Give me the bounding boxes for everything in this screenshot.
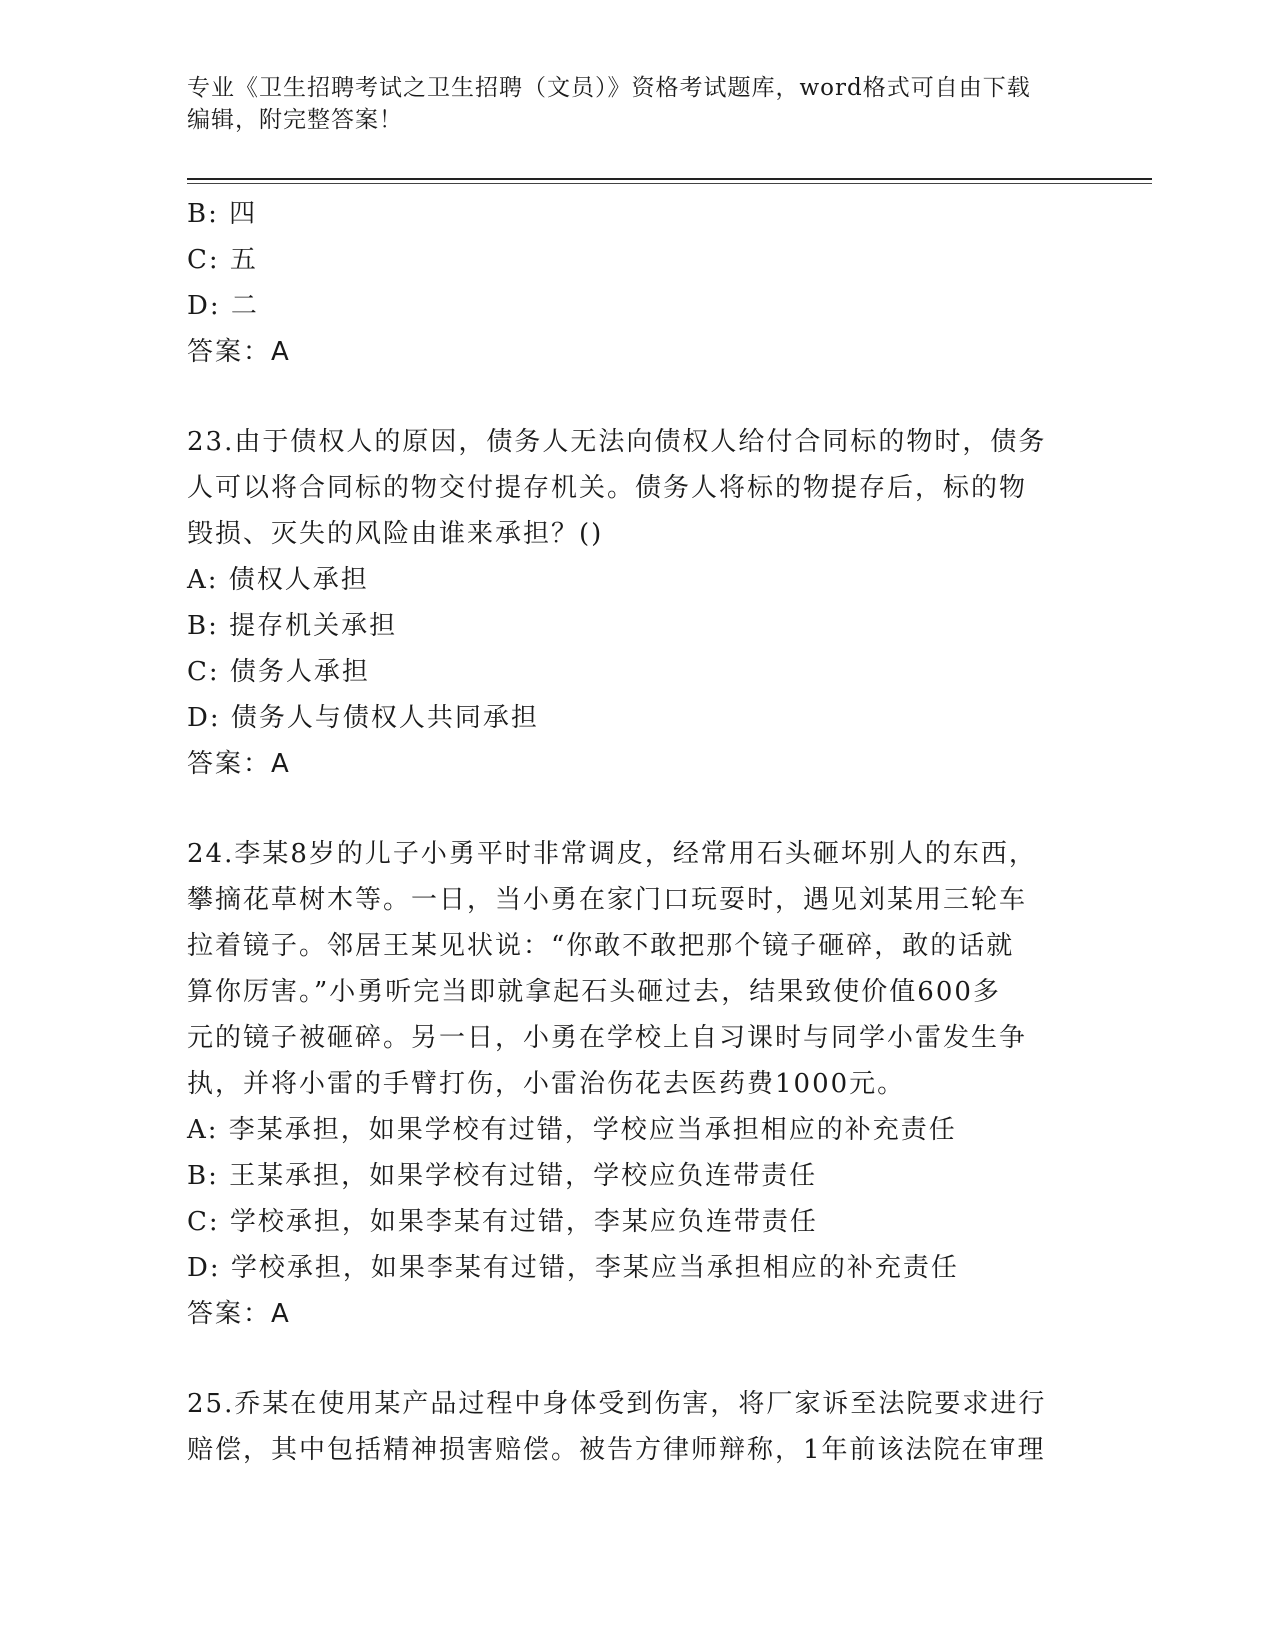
header-rule-thick	[187, 178, 1152, 180]
spacer	[187, 787, 1087, 831]
option-c: C: 五	[187, 245, 258, 275]
header-line-2: 编辑，附完整答案！	[187, 107, 403, 133]
option-c: C: 学校承担，如果李某有过错，李某应负连带责任	[187, 1207, 818, 1237]
option-d: D: 二	[187, 291, 259, 321]
option-d: D: 债务人与债权人共同承担	[187, 703, 539, 733]
question-text-line: 25.乔某在使用某产品过程中身体受到伤害，将厂家诉至法院要求进行	[187, 1389, 1047, 1419]
document-header	[187, 72, 1087, 136]
spacer	[187, 1337, 1087, 1381]
spacer	[187, 375, 1087, 419]
question-text-line: 算你厉害。”小勇听完当即就拿起石头砸过去，结果致使价值600多	[187, 977, 1001, 1007]
option-c: C: 债务人承担	[187, 657, 370, 687]
option-b: B: 王某承担，如果学校有过错，学校应负连带责任	[187, 1161, 818, 1191]
document-body	[187, 191, 1087, 1473]
question-text-line: 攀摘花草树木等。一日，当小勇在家门口玩耍时，遇见刘某用三轮车	[187, 885, 1028, 915]
question-text-line: 拉着镜子。邻居王某见状说：“你敢不敢把那个镜子砸碎，敢的话就	[187, 931, 1015, 961]
question-24	[187, 831, 1087, 1337]
option-a: A: 李某承担，如果学校有过错，学校应当承担相应的补充责任	[187, 1115, 957, 1145]
option-b: B: 四	[187, 199, 258, 229]
option-b: B: 提存机关承担	[187, 611, 398, 641]
header-line-1: 专业《卫生招聘考试之卫生招聘（文员）》资格考试题库，word格式可自由下载	[187, 75, 1031, 101]
question-text-line: 24.李某8岁的儿子小勇平时非常调皮，经常用石头砸坏别人的东西，	[187, 839, 1037, 869]
question-text-line: 赔偿，其中包括精神损害赔偿。被告方律师辩称，1年前该法院在审理	[187, 1435, 1046, 1465]
question-text-line: 23.由于债权人的原因，债务人无法向债权人给付合同标的物时，债务	[187, 427, 1047, 457]
option-a: A: 债权人承担	[187, 565, 369, 595]
answer-line: 答案：A	[187, 337, 291, 367]
question-text-line: 执，并将小雷的手臂打伤，小雷治伤花去医药费1000元。	[187, 1069, 906, 1099]
question-text-line: 元的镜子被砸碎。另一日，小勇在学校上自习课时与同学小雷发生争	[187, 1023, 1028, 1053]
question-25	[187, 1381, 1087, 1473]
header-rule-thin	[187, 183, 1152, 184]
option-d: D: 学校承担，如果李某有过错，李某应当承担相应的补充责任	[187, 1253, 959, 1283]
question-text-line: 毁损、灭失的风险由谁来承担？()	[187, 519, 604, 549]
question-text-line: 人可以将合同标的物交付提存机关。债务人将标的物提存后，标的物	[187, 473, 1028, 503]
answer-line: 答案：A	[187, 749, 291, 779]
question-23	[187, 419, 1087, 787]
question-22-tail	[187, 191, 1087, 375]
answer-line: 答案：A	[187, 1299, 291, 1329]
